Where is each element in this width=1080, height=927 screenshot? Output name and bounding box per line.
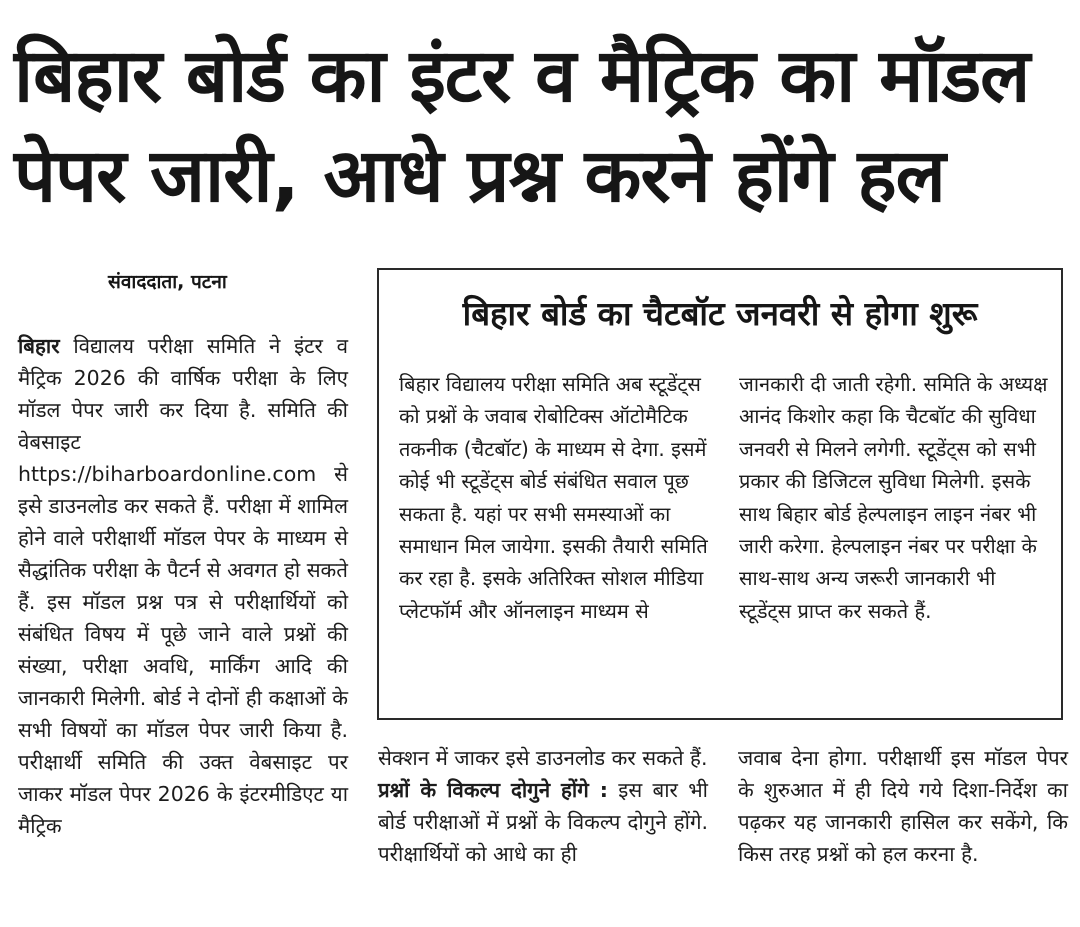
middle-column-body: इस बार भी बोर्ड परीक्षाओं में प्रश्नों के विकल्प दोगुने होंगे. परीक्षार्थियों को आधे का ही	[378, 778, 708, 866]
middle-column-para	[378, 774, 708, 870]
right-column: जवाब देना होगा. परीक्षार्थी इस मॉडल पेपर के शुरुआत में ही दिये गये दिशा-निर्देश का पढ़कर यह जानकारी हासिल कर सकेंगे, कि किस तरह प्रश्नों को हल करना है.	[738, 746, 1068, 866]
box-title: बिहार बोर्ड का चैटबॉट जनवरी से होगा शुरू	[462, 294, 978, 333]
box-column-1: बिहार विद्यालय परीक्षा समिति अब स्टूडेंट्स को प्रश्नों के जवाब रोबोटिक्स ऑटोमैटिक तकनीक (चैटबॉट) के माध्यम से देगा. इसमें कोई भी स्टूडेंट्स बोर्ड संबंधित सवाल पूछ सकता है. यहां पर सभी समस्याओं का समाधान मिल जायेगा. इसकी तैयारी समिति कर रहा है. इसके अतिरिक्त सोशल मीडिया प्लेटफॉर्म और ऑनलाइन माध्यम से	[399, 372, 708, 623]
middle-column	[378, 742, 708, 870]
left-column	[18, 330, 348, 842]
headline: बिहार बोर्ड का इंटर व मैट्रिक का मॉडल पेपर जारी, आधे प्रश्न करने होंगे हल	[14, 33, 1030, 219]
chatbot-box	[377, 268, 1063, 720]
subheading: प्रश्नों के विकल्प दोगुने होंगे :	[378, 778, 608, 802]
byline: संवाददाता, पटना	[108, 271, 227, 293]
box-column-2: जानकारी दी जाती रहेगी. समिति के अध्यक्ष आनंद किशोर कहा कि चैटबॉट की सुविधा जनवरी से मिलने लगेगी. स्टूडेंट्स को सभी प्रकार की डिजिटल सुविधा मिलेगी. इसके साथ बिहार बोर्ड हेल्पलाइन लाइन नंबर भी जारी करेगा. हेल्पलाइन नंबर पर परीक्षा के साथ-साथ अन्य जरूरी जानकारी भी स्टूडेंट्स प्राप्त कर सकते हैं.	[739, 372, 1048, 623]
lead-word: बिहार	[18, 334, 60, 358]
left-column-body: विद्यालय परीक्षा समिति ने इंटर व मैट्रिक 2026 की वार्षिक परीक्षा के लिए मॉडल पेपर जारी कर दिया है. समिति की वेबसाइट https://biharboardonline.com से इसे डाउनलोड कर सकते हैं. परीक्षा में शामिल होने वाले परीक्षार्थी मॉडल पेपर के माध्यम से सैद्धांतिक परीक्षा के पैटर्न से अवगत हो सकते हैं. इस मॉडल प्रश्न पत्र से परीक्षार्थियों को संबंधित विषय में पूछे जाने वाले प्रश्नों की संख्या, परीक्षा अवधि, मार्किंग आदि की जानकारी मिलेगी. बोर्ड ने दोनों ही कक्षाओं के सभी विषयों का मॉडल पेपर जारी किया है. परीक्षार्थी समिति की उक्त वेबसाइट पर जाकर मॉडल पेपर 2026 के इंटरमीडिएट या मैट्रिक	[18, 334, 348, 838]
middle-column-intro: सेक्शन में जाकर इसे डाउनलोड कर सकते हैं.	[378, 746, 708, 770]
